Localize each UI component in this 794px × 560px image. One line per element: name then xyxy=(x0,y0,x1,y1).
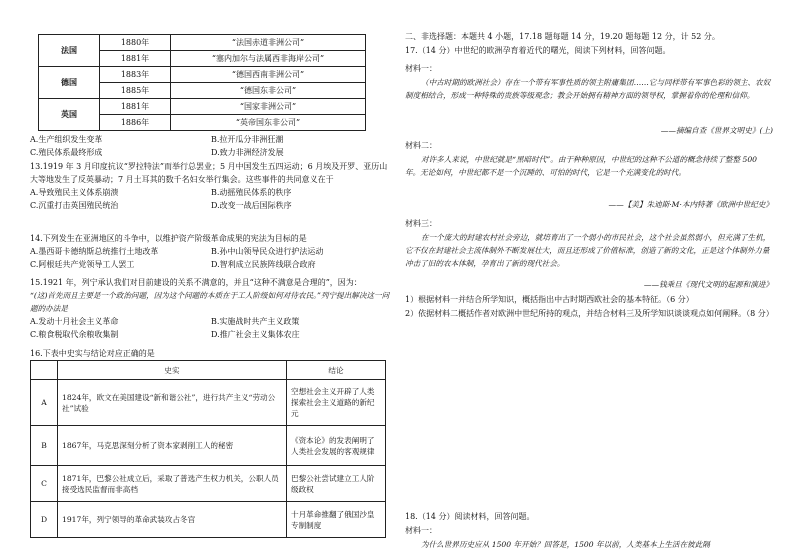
material-one-source: ——摘编自查《世界文明史》(上) xyxy=(660,126,773,135)
question-stem: 15.1921 年，列宁承认我们对目前建设的关系不满意的，并且“这种不满意是合理的”，因为： xyxy=(30,278,362,287)
option-c: C.阿根廷共产党领导工人罢工 xyxy=(30,260,135,269)
company-cell: “英帝国东非公司” xyxy=(171,115,366,131)
option-a: A.生产组织发生变革 xyxy=(30,135,103,144)
fact-cell: 1824年，欧文在美国建设“新和谐公社”，进行共产主义“劳动公社”试验 xyxy=(58,380,287,426)
conclusion-cell: 空想社会主义开辟了人类探索社会主义道路的新纪元 xyxy=(287,380,386,426)
material-one-title: 材料一： xyxy=(405,64,437,73)
sub-question-1: 1）根据材料一并结合所学知识，概括指出中古时期西欧社会的基本特征。（6 分） xyxy=(405,295,694,304)
company-cell: “塞内加尔与法属西非海岸公司” xyxy=(171,51,366,67)
section-two-header: 二、非选择题：本题共 4 小题，17.18 题每题 14 分，19.20 题每题 12 分，计 52 分。 xyxy=(405,32,720,41)
option-d: D.改变一战后国际秩序 xyxy=(211,201,292,210)
year-cell: 1883年 xyxy=(100,67,171,83)
question-stem: 14.下列发生在亚洲地区的斗争中，以维护资产阶级革命成果的宪法为目标的是 xyxy=(30,234,307,243)
option-b: B.实施战时共产主义政策 xyxy=(211,317,300,326)
table-row xyxy=(39,99,366,115)
table-header-row xyxy=(31,361,386,380)
country-cell: 德国 xyxy=(39,67,100,99)
material-three-text: 在一个庞大的封建农村社会旁边，就培育出了一个弱小的市民社会，这个社会虽然弱小，但充满了生机，它不仅在封建社会主流体制外不断发展壮大，而且还形成了价值标准，创造了新的文化，正是这个体制外力量冲击了旧的农本体制，孕育出了新的现代社会。 xyxy=(405,233,771,268)
option-d: D.智利成立民族阵线联合政府 xyxy=(211,260,316,269)
material-three-source: ——钱乘旦《现代文明的起源和演进》 xyxy=(643,280,773,289)
row-letter: A xyxy=(31,380,58,426)
fact-cell: 1917年，列宁领导的革命武装攻占冬宫 xyxy=(58,502,287,538)
question-quote: “(这)首先而且主要是一个政治问题，因为这个问题的本质在于工人阶级如何对待农民。”列宁提出解决这一问题的办法是 xyxy=(30,291,390,313)
q18-material-one-text: 为什么世界历史应从 1500 年开始？回答是，1500 年以前，人类基本上生活在彼此隔 xyxy=(421,540,710,549)
row-letter: D xyxy=(31,502,58,538)
company-cell: “德国东非公司” xyxy=(171,83,366,99)
option-d: D.推广社会主义集体农庄 xyxy=(211,330,300,339)
option-b: B.孙中山领导民众进行护法运动 xyxy=(211,247,324,256)
question-stem: 13.1919 年 3 月印度抗议“罗拉特法”而举行总罢业；5 月中国发生五四运动；6 月埃及开罗、亚历山大等地发生了反英暴动；7 月土耳其的数千名妇女举行集会。这些事件的共同意义在于 xyxy=(30,162,388,184)
company-cell: “法国赤道非洲公司” xyxy=(171,35,366,51)
table-row xyxy=(39,67,366,83)
question-18-stem: 18.（14 分）阅读材料，回答问题。 xyxy=(405,512,535,521)
option-a: A.发动十月社会主义革命 xyxy=(30,317,119,326)
material-two-text: 对许多人来说，中世纪就是“黑暗时代”。由于种种原因，中世纪的这种不公道的概念持续了整整 500 年。无论如何，中世纪都不是一个沉睡的、可怕的时代，它是一个充满变化的时代。 xyxy=(405,155,758,177)
option-c: C.沉重打击英国殖民统治 xyxy=(30,201,119,210)
material-one-text: （中古时期的欧洲社会）存在一个带有军事性质的领主附庸集团……它与同样带有军事色彩的领主、农奴制度相结合，形成一种特殊的贵族等级观念；教会开始拥有精神方面的领导权，掌握着你的伦理和信仰。 xyxy=(405,78,771,100)
table-row xyxy=(31,466,386,502)
company-cell: “国家非洲公司” xyxy=(171,99,366,115)
country-cell: 英国 xyxy=(39,99,100,131)
row-letter: B xyxy=(31,426,58,466)
conclusion-cell: 巴黎公社尝试建立工人阶级政权 xyxy=(287,466,386,502)
row-letter: C xyxy=(31,466,58,502)
option-a: A.导致殖民主义体系崩溃 xyxy=(30,188,119,197)
year-cell: 1881年 xyxy=(100,51,171,67)
fact-conclusion-table xyxy=(30,360,386,538)
fact-cell: 1871年，巴黎公社成立后，采取了普选产生权力机关，公职人员接受选民监督而非高档 xyxy=(58,466,287,502)
option-b: B.动摇殖民体系的秩序 xyxy=(211,188,292,197)
question-13 xyxy=(30,160,392,212)
material-two-title: 材料二： xyxy=(405,141,437,150)
question-15 xyxy=(30,276,392,341)
option-d: D.致力非洲经济发展 xyxy=(211,148,284,157)
sub-question-2: 2）依据材料二概括作者对欧洲中世纪所持的观点，并结合材料三及所学知识谈谈观点如何阐释。（8 分） xyxy=(405,309,774,318)
year-cell: 1880年 xyxy=(100,35,171,51)
header-conclusion: 结论 xyxy=(287,361,386,380)
option-b: B.拉开瓜分非洲狂潮 xyxy=(211,135,284,144)
option-c: C.殖民体系最终形成 xyxy=(30,148,103,157)
table-row xyxy=(31,502,386,538)
country-cell: 法国 xyxy=(39,35,100,67)
header-fact: 史实 xyxy=(58,361,287,380)
company-cell: “德国西南非洲公司” xyxy=(171,67,366,83)
table-row xyxy=(31,380,386,426)
fact-cell: 1867年，马克思深刻分析了资本家剥削工人的秘密 xyxy=(58,426,287,466)
question-14 xyxy=(30,232,392,271)
material-two-source: ——【美】朱迪斯·M·本内特著《欧洲中世纪史》 xyxy=(608,200,773,209)
question-16-stem: 16.下表中史实与结论对应正确的是 xyxy=(30,349,155,358)
table-row xyxy=(31,426,386,466)
table-row xyxy=(39,35,366,51)
q18-material-one-title: 材料一： xyxy=(405,526,437,535)
question-17-stem: 17.（14 分）中世纪的欧洲孕育着近代的曙光，阅读下列材料，回答问题。 xyxy=(405,46,671,55)
option-c: C.粮食税取代余粮收集制 xyxy=(30,330,119,339)
year-cell: 1886年 xyxy=(100,115,171,131)
q12-options xyxy=(30,133,392,159)
conclusion-cell: 《资本论》的发表阐明了人类社会发展的客观规律 xyxy=(287,426,386,466)
option-a: A.墨西哥卡德纳斯总统推行土地改革 xyxy=(30,247,159,256)
year-cell: 1881年 xyxy=(100,99,171,115)
year-cell: 1885年 xyxy=(100,83,171,99)
colonial-companies-table xyxy=(38,34,366,131)
material-three-title: 材料三： xyxy=(405,219,437,228)
conclusion-cell: 十月革命推翻了俄国沙皇专制制度 xyxy=(287,502,386,538)
